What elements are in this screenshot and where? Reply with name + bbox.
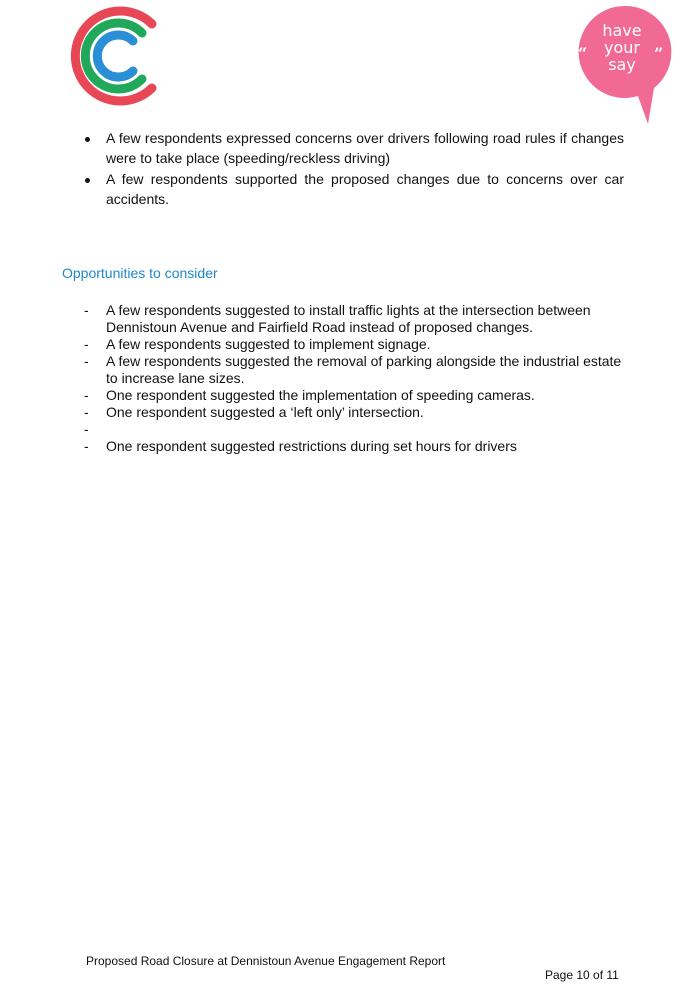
item-text: A few respondents suggested the removal of parking alongside the industrial estate to increase lane sizes. <box>106 353 622 386</box>
item-text: One respondent suggested a ‘left only’ intersection. <box>106 404 424 420</box>
dash-marker: - <box>84 387 89 403</box>
dash-marker: - <box>84 302 89 318</box>
concerns-bullet-list <box>82 129 624 211</box>
dash-marker: - <box>84 404 89 420</box>
list-item <box>82 421 622 438</box>
bullet-text: A few respondents expressed concerns over drivers following road rules if changes were to take place (speeding/reckless driving) <box>106 130 624 166</box>
opportunities-list <box>82 302 622 455</box>
list-item <box>82 170 624 209</box>
council-c-logo-icon <box>66 6 158 106</box>
have-your-say-logo <box>574 4 674 128</box>
list-item <box>82 438 622 455</box>
bullet-text: A few respondents supported the proposed changes due to concerns over car accidents. <box>106 171 624 207</box>
open-quote-icon: “ <box>578 44 588 63</box>
item-text: A few respondents suggested to install traffic lights at the intersection between Dennistoun Avenue and Fairfield Road instead of proposed changes. <box>106 302 591 335</box>
list-item <box>82 336 622 353</box>
dash-marker: - <box>84 336 89 352</box>
hys-line-3: say <box>608 55 636 74</box>
close-quote-icon: ” <box>654 44 664 63</box>
section-heading: Opportunities to consider <box>62 265 218 281</box>
hys-line-2: your <box>604 38 640 57</box>
list-item <box>82 129 624 168</box>
list-item <box>82 302 622 336</box>
bullet-icon <box>85 137 90 142</box>
item-text: A few respondents suggested to implement signage. <box>106 336 431 352</box>
item-text: One respondent suggested restrictions during set hours for drivers <box>106 438 517 454</box>
dash-marker: - <box>84 421 89 437</box>
list-item <box>82 387 622 404</box>
dash-marker: - <box>84 353 89 369</box>
page-number: Page 10 of 11 <box>545 968 619 982</box>
list-item <box>82 404 622 421</box>
dash-marker: - <box>84 438 89 454</box>
hys-line-1: have <box>602 21 642 40</box>
footer-report-title: Proposed Road Closure at Dennistoun Avenue Engagement Report <box>86 954 446 968</box>
list-item <box>82 353 622 387</box>
item-text: One respondent suggested the implementation of speeding cameras. <box>106 387 535 403</box>
bullet-icon <box>85 178 90 183</box>
